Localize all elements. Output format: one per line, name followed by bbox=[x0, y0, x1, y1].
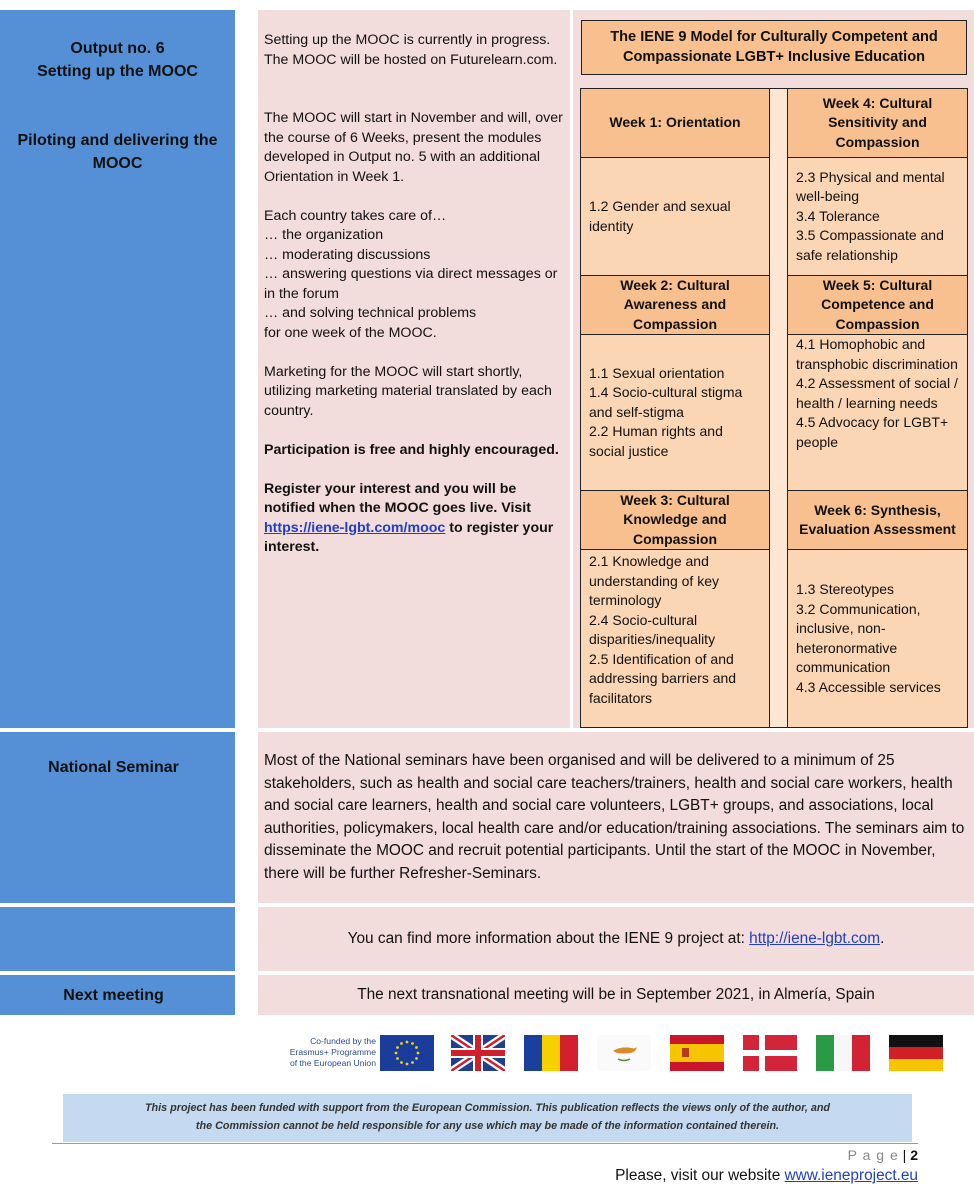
care-item-1: … the organization bbox=[264, 227, 384, 243]
week-4-item: 3.5 Compassionate and safe relationship bbox=[796, 227, 944, 263]
italy-flag-icon bbox=[816, 1035, 870, 1071]
care-item-3: … answering questions via direct messages or in the forum bbox=[264, 266, 558, 302]
info-text-pre: You can find more information about the IENE 9 project at: bbox=[347, 930, 750, 947]
output-title-line1: Output no. 6 bbox=[70, 40, 165, 57]
visit-label: Please, visit our website bbox=[615, 1167, 785, 1184]
week-4-item: 2.3 Physical and mental well-being bbox=[796, 168, 945, 205]
denmark-flag-icon bbox=[743, 1035, 797, 1071]
week-5-item: 4.1 Homophobic and transphobic discrimination bbox=[796, 336, 958, 372]
erasmus-text bbox=[262, 1036, 376, 1069]
model-grid bbox=[580, 88, 968, 728]
page-separator: | bbox=[902, 1147, 911, 1163]
erasmus-line1: Co-funded by the bbox=[310, 1036, 376, 1046]
model-divider-column bbox=[768, 88, 788, 728]
page-indicator bbox=[700, 1146, 918, 1164]
disclaimer-line1: This project has been funded with support from the European Commission. This publication reflects the views only of the author, and bbox=[144, 1102, 831, 1114]
register-text bbox=[264, 480, 566, 558]
week-2-item: 1.1 Sexual orientation bbox=[589, 364, 725, 381]
week-2-item: 1.4 Socio-cultural stigma and self-stigma bbox=[589, 384, 743, 420]
week-3-item: 2.1 Knowledge and understanding of key terminology bbox=[589, 553, 719, 608]
week-4-body bbox=[787, 157, 968, 276]
week-6-item: 3.2 Communication, inclusive, non-heteronormative communication bbox=[796, 600, 921, 675]
info-text-post: . bbox=[880, 930, 885, 947]
week-2-header: Week 2: Cultural Awareness and Compassion bbox=[580, 275, 770, 335]
participation-text: Participation is free and highly encouraged. bbox=[264, 441, 559, 458]
week-3-body bbox=[580, 549, 770, 728]
week-3-header: Week 3: Cultural Knowledge and Compassion bbox=[580, 490, 770, 550]
week-6-header: Week 6: Synthesis, Evaluation Assessment bbox=[787, 490, 968, 550]
week-3-item: 2.5 Identification of and addressing barriers and facilitators bbox=[589, 650, 737, 706]
uk-flag-icon bbox=[451, 1035, 505, 1071]
week-2-item: 2.2 Human rights and social justice bbox=[589, 423, 723, 459]
romania-flag-icon bbox=[524, 1035, 578, 1071]
info-link[interactable]: http://iene-lgbt.com bbox=[749, 930, 881, 947]
disclaimer-text bbox=[63, 1100, 912, 1135]
output-subtitle: Piloting and delivering the MOOC bbox=[17, 132, 218, 172]
seminar-text: Most of the National seminars have been organised and will be delivered to a minimum of 25 stakeholders, such as health and social care teachers/trainers, health and social care workers, health and social care learners, health and social care volunteers, LGBT+ groups, and associations, local authorities, policymakers, local health care and/or education/training associations. The seminars aim to disseminate the MOOC and recruit potential participants. Until the start of the MOOC in November, there will be further Refresher-Seminars. bbox=[264, 752, 965, 882]
care-item-2: … moderating discussions bbox=[264, 246, 431, 263]
register-pre: Register your interest and you will be notified when the MOOC goes live. Visit bbox=[264, 480, 531, 516]
week-6-item: 1.3 Stereotypes bbox=[796, 581, 895, 597]
week-4-header: Week 4: Cultural Sensitivity and Compassion bbox=[787, 88, 968, 158]
erasmus-line2: Erasmus+ Programme bbox=[289, 1047, 376, 1057]
week-1-item: 1.2 Gender and sexual identity bbox=[589, 198, 731, 234]
output-title bbox=[0, 37, 235, 83]
week-3-item: 2.4 Socio-cultural disparities/inequality bbox=[589, 611, 716, 647]
care-item-4: … and solving technical problems bbox=[264, 305, 477, 321]
meeting-label: Next meeting bbox=[63, 987, 164, 1004]
register-post: to register your interest. bbox=[264, 519, 554, 555]
week-1-body bbox=[580, 157, 770, 276]
week-6-body bbox=[787, 549, 968, 728]
output-paragraph-2: The MOOC will start in November and will, over the course of 6 Weeks, present the modules developed in Output no. 5 with an additional Orientation in Week 1. bbox=[264, 110, 563, 185]
week-5-item: 4.5 Advocacy for LGBT+ people bbox=[796, 414, 949, 450]
disclaimer-line2: the Commission cannot be held responsible for any use which may be made of the information contained therein. bbox=[195, 1119, 780, 1132]
spain-flag-icon bbox=[670, 1035, 724, 1071]
germany-flag-icon bbox=[889, 1035, 943, 1071]
output-paragraph-1: Setting up the MOOC is currently in progress. The MOOC will be hosted on Futurelearn.com. bbox=[264, 32, 558, 68]
page-number: 2 bbox=[910, 1147, 918, 1163]
care-list bbox=[264, 207, 566, 344]
info-label-cell bbox=[0, 907, 235, 971]
output-label-cell bbox=[0, 10, 235, 728]
eu-flag-icon bbox=[380, 1035, 434, 1071]
register-link[interactable]: https://iene-lgbt.com/mooc bbox=[264, 519, 446, 536]
week-1-header: Week 1: Orientation bbox=[580, 88, 770, 158]
website-link[interactable]: www.ieneproject.eu bbox=[784, 1167, 918, 1184]
seminar-label: National Seminar bbox=[48, 759, 179, 776]
info-text bbox=[258, 928, 974, 951]
cyprus-flag-icon bbox=[597, 1035, 651, 1071]
care-intro: Each country takes care of… bbox=[264, 207, 447, 224]
output-text bbox=[264, 31, 566, 577]
output-title-line2: Setting up the MOOC bbox=[37, 63, 198, 80]
footer-rule bbox=[52, 1143, 918, 1144]
week-5-header: Week 5: Cultural Competence and Compassion bbox=[787, 275, 968, 335]
week-6-item: 4.3 Accessible services bbox=[796, 678, 941, 695]
erasmus-line3: of the European Union bbox=[289, 1058, 376, 1068]
week-5-body bbox=[787, 334, 968, 491]
week-2-body bbox=[580, 334, 770, 491]
model-title: The IENE 9 Model for Culturally Competent and Compassionate LGBT+ Inclusive Education bbox=[581, 20, 967, 75]
week-4-item: 3.4 Tolerance bbox=[796, 207, 880, 224]
page-label: P a g e bbox=[847, 1147, 899, 1163]
week-5-item: 4.2 Assessment of social / health / learning needs bbox=[796, 375, 958, 411]
visit-text bbox=[500, 1166, 918, 1186]
meeting-text: The next transnational meeting will be in September 2021, in Almería, Spain bbox=[357, 986, 875, 1003]
care-outro: for one week of the MOOC. bbox=[264, 324, 437, 341]
marketing-text: Marketing for the MOOC will start shortly, utilizing marketing material translated by each country. bbox=[264, 363, 552, 419]
